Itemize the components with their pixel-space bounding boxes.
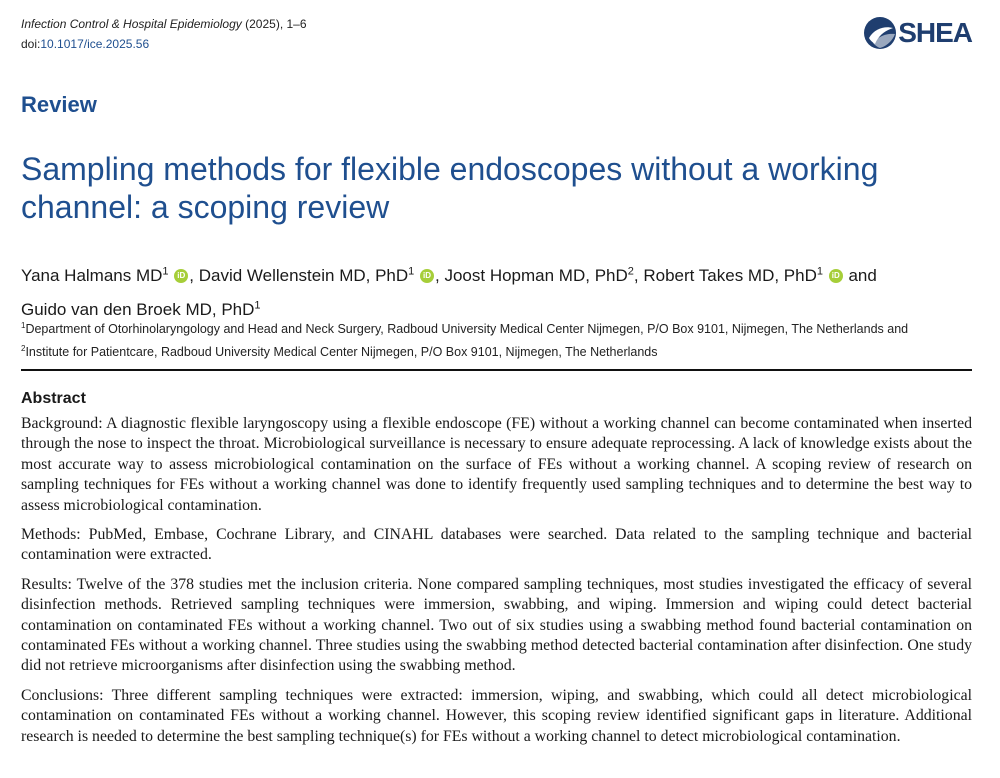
shea-logo-text: SHEA <box>898 17 972 48</box>
author-name: David Wellenstein MD, PhD <box>198 265 409 285</box>
orcid-icon[interactable]: iD <box>174 269 188 283</box>
author-name: Robert Takes MD, PhD <box>643 265 817 285</box>
author <box>21 266 199 285</box>
author-list <box>21 256 971 325</box>
author-affiliation-marker: 2 <box>627 265 634 277</box>
abstract-body <box>21 414 972 756</box>
article-type: Review <box>21 92 97 117</box>
author-name: Joost Hopman MD, PhD <box>444 265 628 285</box>
abstract-methods: Methods: PubMed, Embase, Cochrane Library, and CINAHL databases were searched. Data related to the sampling technique and bacterial contamination were extracted. <box>21 526 972 564</box>
shea-logo <box>863 16 972 50</box>
author-affiliation-marker: 1 <box>162 265 169 277</box>
affiliation-number: 1 <box>21 321 26 330</box>
author <box>199 266 445 285</box>
author-separator: , <box>189 265 199 285</box>
orcid-icon[interactable]: iD <box>420 269 434 283</box>
abstract-conclusions: Conclusions: Three different sampling techniques were extracted: immersion, wiping, and swabbing, which could all detect microbiological contamination on contaminated FEs without a working channel. However, this scoping review identified significant gaps in literature. Additional research is needed to determine the best sampling technique(s) for FEs without a working channel to detect microbiological contamination. <box>21 686 972 745</box>
author-name: Guido van den Broek MD, PhD <box>21 300 255 320</box>
shea-logo-icon <box>863 16 897 50</box>
citation-info: (2025), 1–6 <box>245 17 307 31</box>
author-affiliation-marker: 1 <box>254 299 261 312</box>
author-separator: and <box>843 265 877 285</box>
abstract-background: Background: A diagnostic flexible laryngoscopy using a flexible endoscope (FE) without a working channel can become contaminated when inserted through the nose to inspect the throat. Microbiological surveillance is necessary to ensure adequate reprocessing. A lack of knowledge exists about the most accurate way to assess microbiological contamination on the surface of FEs without a working channel. A scoping review of research on sampling techniques for FEs without a working channel was done to identify frequently used sampling techniques and to determine the best way to assess microbiological contamination. <box>21 415 972 514</box>
affiliation-list <box>21 316 908 362</box>
doi-link[interactable]: 10.1017/ice.2025.56 <box>40 37 150 51</box>
affiliation-text: Department of Otorhinolaryngology and Head and Neck Surgery, Radboud University Medical Center Nijmegen, P/O Box 9101, Nijmegen, The Netherlands and <box>25 322 909 337</box>
affiliation <box>21 339 908 362</box>
author-separator: , <box>435 265 445 285</box>
doi-label: doi: <box>21 37 41 51</box>
citation-line <box>21 14 307 34</box>
journal-name: Infection Control & Hospital Epidemiology <box>21 17 242 31</box>
journal-header <box>21 14 307 54</box>
abstract-heading: Abstract <box>21 390 86 407</box>
affiliation <box>21 316 908 339</box>
orcid-icon[interactable]: iD <box>829 269 843 283</box>
author-separator: , <box>633 265 644 285</box>
article-title: Sampling methods for flexible endoscopes without a working channel: a scoping review <box>21 151 879 225</box>
affiliation-number: 2 <box>21 344 26 354</box>
divider <box>21 369 972 371</box>
author <box>643 266 876 285</box>
author-affiliation-marker: 1 <box>816 265 823 277</box>
doi-line <box>21 34 307 54</box>
author-name: Yana Halmans MD <box>21 265 163 285</box>
abstract-results: Results: Twelve of the 378 studies met the inclusion criteria. None compared sampling techniques, most studies investigated the efficacy of several disinfection methods. Retrieved sampling techniques were immersion, swabbing, and wiping. Immersion and wiping could detect bacterial contamination on contaminated FEs without a working channel. Two out of six studies using a swabbing method found bacterial contamination on contaminated FEs without a working channel. Three studies using the swabbing method detected bacterial contamination after disinfection. One study did not retrieve microorganisms after disinfection using the swabbing method. <box>21 575 972 675</box>
author <box>444 266 643 285</box>
affiliation-text: Institute for Patientcare, Radboud University Medical Center Nijmegen, P/O Box 9101, Nijmegen, The Netherlands <box>25 345 658 360</box>
author-affiliation-marker: 1 <box>408 265 415 277</box>
